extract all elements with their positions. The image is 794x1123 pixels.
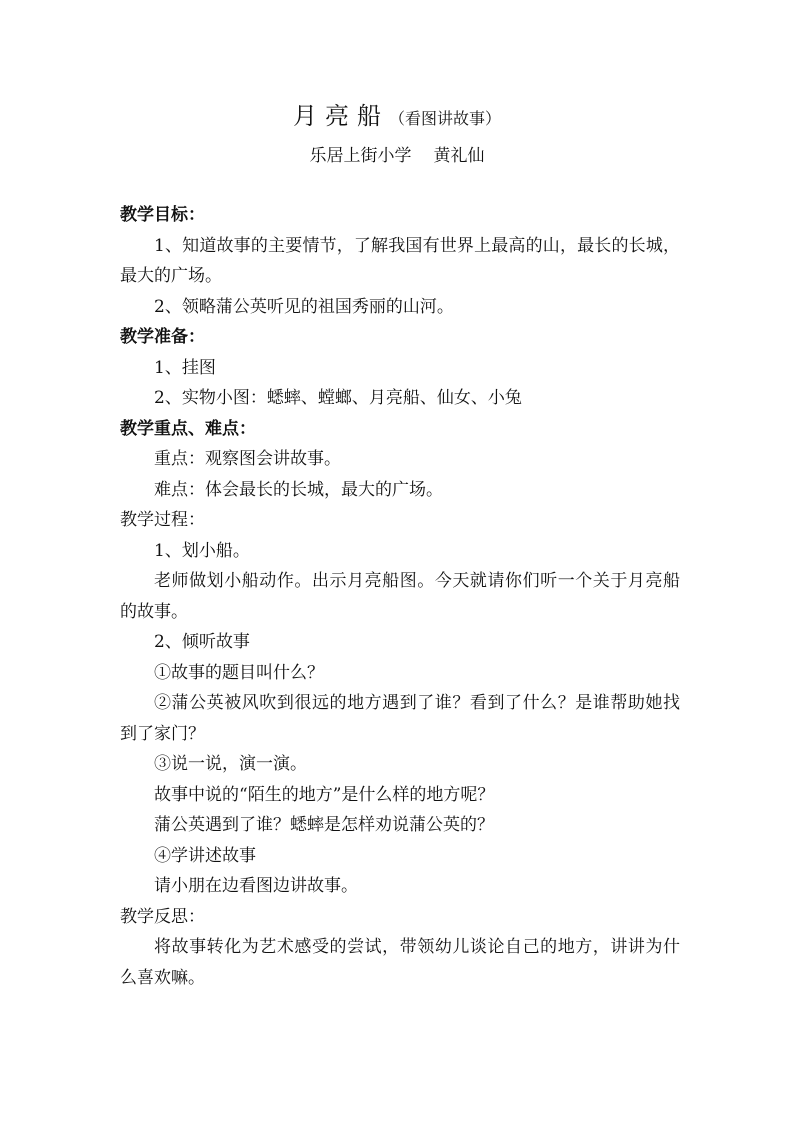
paragraph: 请小朋在边看图边讲故事。 bbox=[154, 876, 358, 896]
paragraph: 1、划小船。 bbox=[154, 540, 250, 561]
paragraph: ④学讲述故事 bbox=[154, 845, 256, 866]
section-heading-process: 教学过程： bbox=[120, 510, 205, 530]
paragraph: 2、领略蒲公英听见的祖国秀丽的山河。 bbox=[154, 296, 454, 317]
document-subtitle: （看图讲故事） bbox=[388, 109, 501, 128]
paragraph: 难点：体会最长的长城，最大的广场。 bbox=[154, 479, 443, 500]
section-heading-key-points: 教学重点、难点： bbox=[120, 418, 256, 439]
paragraph: 蒲公英遇到了谁？蟋蟀是怎样劝说蒲公英的？ bbox=[154, 815, 494, 835]
paragraph: 2、实物小图：蟋蟀、螳螂、月亮船、仙女、小兔 bbox=[154, 388, 522, 408]
paragraph: 2、倾听故事 bbox=[154, 632, 250, 652]
document-title: 月亮船 bbox=[292, 102, 389, 130]
document-body bbox=[120, 200, 680, 993]
author-name: 黄礼仙 bbox=[433, 146, 485, 166]
paragraph: ②蒲公英被风吹到很远的地方遇到了谁？看到了什么？是谁帮助她找到了家门？ bbox=[120, 693, 680, 744]
paragraph: 1、知道故事的主要情节，了解我国有世界上最高的山，最长的长城，最大的广场。 bbox=[120, 235, 680, 286]
section-heading-preparation: 教学准备： bbox=[120, 327, 205, 347]
byline bbox=[0, 141, 794, 166]
section-heading-goals: 教学目标： bbox=[120, 205, 205, 225]
paragraph: 老师做划小船动作。出示月亮船图。今天就请你们听一个关于月亮船的故事。 bbox=[120, 571, 680, 622]
school-name: 乐居上街小学 bbox=[309, 146, 412, 166]
paragraph: 1、挂图 bbox=[154, 357, 216, 378]
paragraph: ③说一说，演一演。 bbox=[154, 754, 307, 774]
section-heading-reflection: 教学反思： bbox=[120, 906, 205, 927]
paragraph: 重点：观察图会讲故事。 bbox=[154, 449, 341, 469]
paragraph: 故事中说的“陌生的地方”是什么样的地方呢？ bbox=[154, 784, 495, 805]
title-line bbox=[0, 96, 794, 131]
paragraph: 将故事转化为艺术感受的尝试，带领幼儿谈论自己的地方，讲讲为什么喜欢嘛。 bbox=[120, 937, 680, 988]
paragraph: ①故事的题目叫什么？ bbox=[154, 662, 324, 683]
